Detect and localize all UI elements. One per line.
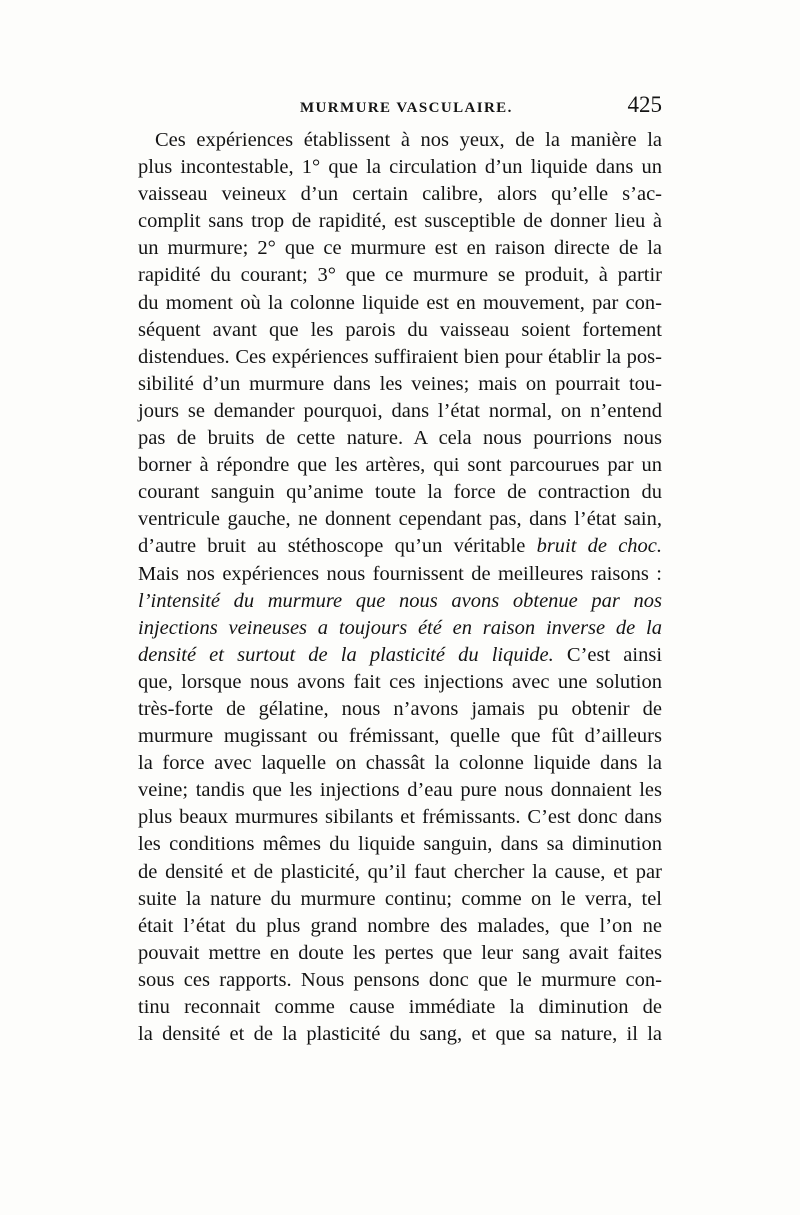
text-line: un murmure; 2° que ce murmure est en raison directe de la [138,237,662,260]
text-line: Mais nos expériences nous fournissent de meilleures raisons : [138,562,662,585]
text-segment: d’autre bruit au stéthoscope qu’un véritable [138,535,526,558]
running-title: MURMURE VASCULAIRE. [300,100,513,116]
text-line: plus incontestable, 1° que la circulation d’un liquide dans un [138,156,662,179]
body-text [138,127,662,1048]
text-line: les conditions mêmes du liquide sanguin, dans sa diminution [138,833,662,856]
text-line: pouvait mettre en doute les pertes que leur sang avait faites [138,941,662,964]
text-line: veine; tandis que les injections d’eau pure nous donnaient les [138,779,662,802]
text-line: sous ces rapports. Nous pensons donc que le murmure con- [138,968,662,991]
italic-segment: bruit de choc. [536,535,663,558]
text-line: distendues. Ces expériences suffiraient bien pour établir la pos- [138,345,662,368]
page-number: 425 [627,92,662,117]
text-line: jours se demander pourquoi, dans l’état normal, on n’entend [138,399,662,422]
text-line: du moment où la colonne liquide est en mouvement, par con- [138,291,662,314]
text-segment: C’est ainsi [566,643,663,666]
text-line-mixed [138,642,662,669]
text-line: murmure mugissant ou frémissant, quelle que fût d’ailleurs [138,725,662,748]
text-line: de densité et de plasticité, qu’il faut chercher la cause, et par [138,860,662,883]
italic-line: injections veineuses a toujours été en raison inverse de la [138,616,662,639]
text-line: la force avec laquelle on chassât la colonne liquide dans la [138,752,662,775]
text-line: Ces expériences établissent à nos yeux, de la manière la [155,129,662,151]
text-line: séquent avant que les parois du vaisseau soient fortement [138,318,662,341]
text-line: vaisseau veineux d’un certain calibre, alors qu’elle s’ac- [138,183,662,206]
text-line: courant sanguin qu’anime toute la force de contraction du [138,481,662,504]
text-line: que, lorsque nous avons fait ces injections avec une solution [138,670,662,693]
italic-line: l’intensité du murmure que nous avons obtenue par nos [138,589,662,612]
text-line: sibilité d’un murmure dans les veines; mais on pourrait tou- [138,372,662,395]
text-line: ventricule gauche, ne donnent cependant pas, dans l’état sain, [138,508,662,531]
text-line: la densité et de la plasticité du sang, et que sa nature, il la [138,1023,662,1046]
text-line: pas de bruits de cette nature. A cela nous pourrions nous [138,427,662,450]
text-line: borner à répondre que les artères, qui sont parcourues par un [138,454,662,477]
text-line: rapidité du courant; 3° que ce murmure se produit, à partir [138,264,662,287]
text-line: complit sans trop de rapidité, est susceptible de donner lieu à [138,210,662,233]
text-line: était l’état du plus grand nombre des malades, que l’on ne [138,914,662,937]
text-line: plus beaux murmures sibilants et frémissants. C’est donc dans [138,806,662,829]
text-line: tinu reconnait comme cause immédiate la diminution de [138,996,662,1018]
text-line: très-forte de gélatine, nous n’avons jamais pu obtenir de [138,697,662,720]
italic-segment: densité et surtout de la plasticité du liquide. [138,643,554,666]
running-header [138,92,662,122]
text-line-mixed [138,533,662,560]
text-line: suite la nature du murmure continu; comme on le verra, tel [138,887,662,910]
